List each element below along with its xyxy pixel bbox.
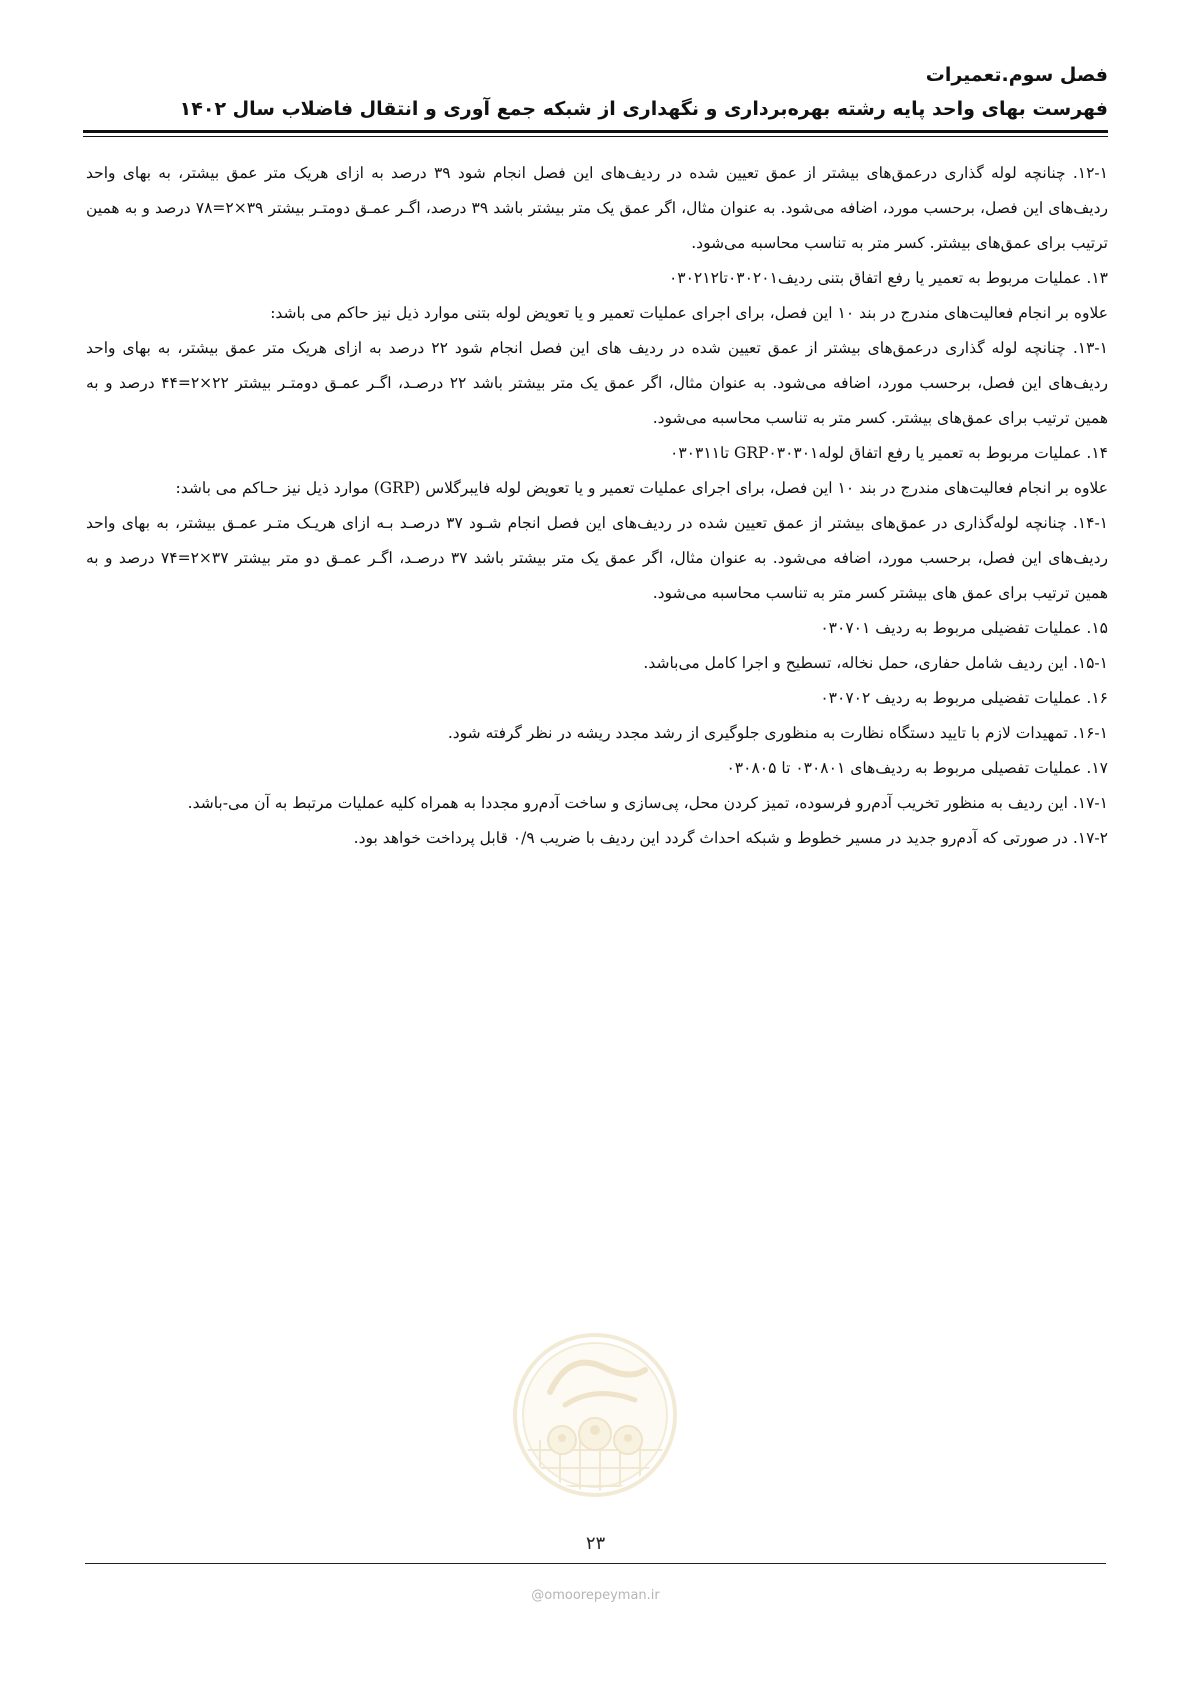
paragraph-17: ۱۷. عملیات تفصیلی مربوط به ردیف‌های ۰۳۰۸۰۱ تا ۰۳۰۸۰۵ [726, 759, 1108, 777]
paragraph-13-intro: علاوه بر انجام فعالیت‌های مندرج در بند ۱۰ این فصل، برای اجرای عملیات تعمیر و یا تعویض لوله بتنی موارد ذیل نیز حاکم می باشد: [270, 304, 1108, 322]
paragraph-17-2: ۱۷-۲. در صورتی که آدم‌رو جدید در مسیر خطوط و شبکه احداث گردد این ردیف با ضریب ۰/۹ قابل پرداخت خواهد بود. [353, 829, 1108, 847]
paragraph-17-1: ۱۷-۱. این ردیف به منظور تخریب آدم‌رو فرسوده، تمیز کردن محل، پی‌سازی و ساخت آدم‌رو مجددا به همراه کلیه عملیات مرتبط به آن می-باشد. [187, 794, 1108, 812]
paragraph-14: ۱۴. عملیات مربوط به تعمیر یا رفع اتفاق لولهGRP۰۳۰۳۰۱ تا۰۳۰۳۱۱ [670, 444, 1108, 462]
page-number: ۲۳ [585, 1533, 606, 1554]
paragraph-16: ۱۶. عملیات تفضیلی مربوط به ردیف ۰۳۰۷۰۲ [820, 689, 1108, 707]
page-header [83, 58, 1108, 137]
paragraph-12-1: ۱۲-۱. چنانچه لوله گذاری درعمق‌های بیشتر از عمق تعیین شده در ردیف‌های این فصل انجام شود ۳۹ درصد به ازای هریک متر عمق بیشتر، به بهای واحد ردیف‌های این فصل، برحسب مورد، اضافه می‌شود. به عنوان مثال، اگر عمق یک متر بیشتر باشد ۳۹ درصد، اگـر عمـق دومتـر بیشتر ۳۹×۲=۷۸ درصد و به همین ترتیب برای عمق‌های بیشتر. کسر متر به تناسب محاسبه می‌شود. [86, 164, 1108, 252]
paragraph-15: ۱۵. عملیات تفضیلی مربوط به ردیف ۰۳۰۷۰۱ [820, 619, 1108, 637]
body-text [86, 156, 1108, 856]
paragraph-13-1: ۱۳-۱. چنانچه لوله گذاری درعمق‌های بیشتر از عمق تعیین شده در ردیف های این فصل انجام شود ۲۲ درصد به ازای هریک متر عمق بیشتر، به بهای واحد ردیف‌های این فصل، برحسب مورد، اضافه می‌شود. به عنوان مثال، اگر عمق یک متر بیشتر باشد ۲۲ درصـد، اگـر عمـق دومتـر بیشتر ۲۲×۲=۴۴ درصد و به همین ترتیب برای عمق‌های بیشتر. کسر متر به تناسب محاسبه می‌شود. [86, 339, 1108, 427]
footer-rule [85, 1563, 1106, 1564]
header-rule-thick [83, 130, 1108, 133]
document-title: فهرست بهای واحد پایه رشته بهره‌برداری و نگهداری از شبکه جمع آوری و انتقال فاضلاب سال ۱۴۰۲ [179, 98, 1108, 120]
footer-website: @omoorepeyman.ir [531, 1588, 660, 1603]
paragraph-14-1: ۱۴-۱. چنانچه لوله‌گذاری در عمق‌های بیشتر از عمق تعیین شده در ردیف‌های این فصل انجام شـود ۳۷ درصـد بـه ازای هریـک متـر عمـق بیشتر، به بهای واحد ردیف‌های این فصل، برحسب مورد، اضافه می‌شود. به عنوان مثال، اگر عمق یک متر بیشتر باشد ۳۷ درصـد، اگـر عمـق دو متر بیشتر ۳۷×۲=۷۴ درصد و به همین ترتیب برای عمق های بیشتر کسر متر به تناسب محاسبه می‌شود. [86, 514, 1109, 602]
paragraph-13: ۱۳. عملیات مربوط به تعمیر یا رفع اتفاق بتنی ردیف۰۳۰۲۰۱تا۰۳۰۲۱۲ [668, 269, 1108, 287]
header-rule-thin [83, 136, 1108, 137]
paragraph-15-1: ۱۵-۱. این ردیف شامل حفاری، حمل نخاله، تسطیح و اجرا کامل می‌باشد. [643, 654, 1108, 672]
paragraph-14-intro: علاوه بر انجام فعالیت‌های مندرج در بند ۱۰ این فصل، برای اجرای عملیات تعمیر و یا تعویض لوله فایبرگلاس (GRP) موارد ذیل نیز حـاکم می باشد: [175, 479, 1108, 497]
chapter-title: فصل سوم.تعمیرات [925, 64, 1108, 86]
paragraph-16-1: ۱۶-۱. تمهیدات لازم با تایید دستگاه نظارت به منظوری جلوگیری از رشد مجدد ریشه در نظر گرفته شود. [447, 724, 1108, 742]
omoore-peyman-watermark-logo [510, 1330, 680, 1510]
